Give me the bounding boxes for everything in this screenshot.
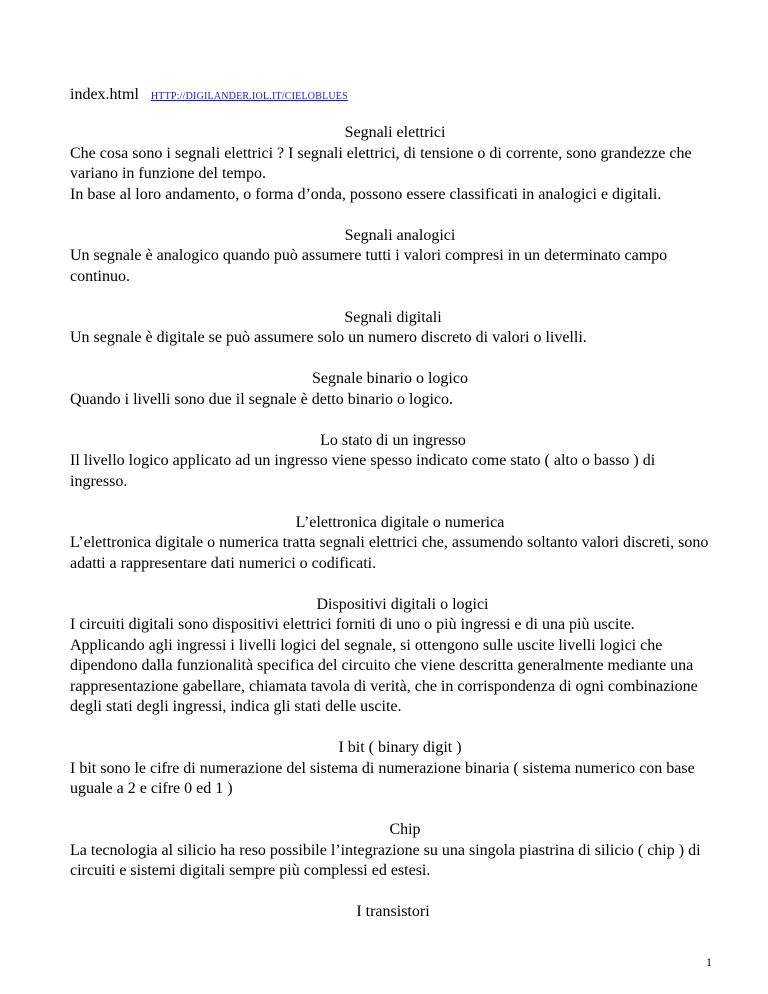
section-transistori: [70, 902, 710, 923]
page-number: 1: [706, 955, 712, 969]
section-segnali-analogici: [70, 226, 710, 288]
section-title: Lo stato di un ingresso: [320, 431, 466, 449]
section-bit: [70, 738, 710, 800]
section-body: I circuiti digitali sono dispositivi elettrici forniti di uno o più ingressi e di una più uscite. Applicando agli ingressi i livelli logici del segnale, si ottengono sulle uscite livelli logici che dipendono dalla funzionalità specifica del circuito che viene descritta generalmente mediante una rappresentazione gabellare, chiamata tavola di verità, che in corrispondenza di ogni combinazione degli stati degli ingressi, indica gli stati delle uscite.: [70, 616, 698, 715]
section-body: La tecnologia al silicio ha reso possibile l’integrazione su una singola piastrina di silicio ( chip ) di circuiti e sistemi digitali sempre più complessi ed estesi.: [70, 841, 701, 879]
document-content: [70, 123, 710, 943]
section-title: Segnali analogici: [344, 226, 456, 244]
section-title: L’elettronica digitale o numerica: [295, 513, 505, 531]
header-line: [70, 85, 348, 107]
section-stato-ingresso: [70, 431, 710, 493]
section-dispositivi-digitali: [70, 595, 710, 718]
header-filename: index.html: [70, 86, 139, 103]
section-body: Quando i livelli sono due il segnale è detto binario o logico.: [70, 390, 454, 408]
section-title: Chip: [389, 821, 421, 838]
section-title: Segnali elettrici: [344, 124, 446, 141]
section-title: Segnale binario o logico: [312, 370, 468, 387]
section-segnale-binario: [70, 369, 710, 410]
section-elettronica-digitale: [70, 513, 710, 575]
section-chip: [70, 820, 710, 882]
section-title: Dispositivi digitali o logici: [316, 595, 489, 613]
section-body: Il livello logico applicato ad un ingresso viene spesso indicato come stato ( alto o basso ) di ingresso.: [70, 452, 656, 490]
section-segnali-digitali: [70, 308, 710, 349]
section-body: Un segnale è analogico quando può assumere tutti i valori compresi in un determinato campo continuo.: [70, 247, 668, 285]
section-title: I transistori: [356, 903, 430, 920]
header-url-link[interactable]: HTTP://DIGILANDER.IOL.IT/CIELOBLUES: [150, 91, 348, 102]
section-body: L’elettronica digitale o numerica tratta segnali elettrici che, assumendo soltanto valori discreti, sono adatti a rappresentare dati numerici o codificati.: [70, 534, 709, 572]
section-title: Segnali digitali: [344, 308, 442, 326]
section-segnali-elettrici: [70, 123, 710, 205]
section-body: I bit sono le cifre di numerazione del sistema di numerazione binaria ( sistema numerico con base uguale a 2 e cifre 0 ed 1 ): [70, 759, 695, 797]
section-title: I bit ( binary digit ): [338, 739, 462, 756]
section-body: Che cosa sono i segnali elettrici ? I segnali elettrici, di tensione o di corrente, sono grandezze che variano in funzione del tempo. In base al loro andamento, o forma d’onda, possono essere classificati in analogici e digitali.: [70, 144, 692, 203]
section-body: Un segnale è digitale se può assumere solo un numero discreto di valori o livelli.: [70, 329, 587, 346]
